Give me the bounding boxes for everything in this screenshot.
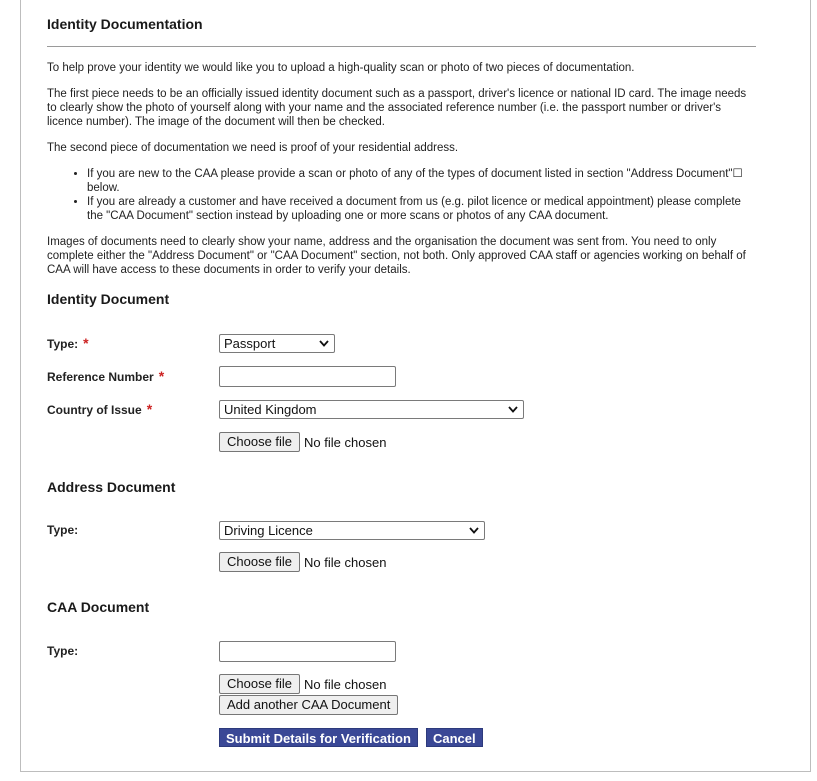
required-marker: * xyxy=(146,401,153,417)
reference-number-label xyxy=(47,368,164,384)
address-type-select[interactable] xyxy=(219,521,485,540)
address-file-upload xyxy=(219,552,386,574)
title-divider xyxy=(47,46,756,47)
first-piece-text: The first piece needs to be an officially issued identity document such as a passport, driver's licence or national ID card. The image needs to clearly show the photo of yourself along with your name and the associated reference number (i.e. the passport number or driver's licence number). The image of the document will then be checked. xyxy=(47,88,747,128)
address-choose-file-button[interactable]: Choose file xyxy=(219,552,300,572)
identity-choose-file-button[interactable]: Choose file xyxy=(219,432,300,452)
caa-type-label: Type: xyxy=(47,644,79,658)
submit-details-button[interactable]: Submit Details for Verification xyxy=(219,728,418,747)
document-options-list xyxy=(47,167,756,223)
caa-document-heading: CAA Document xyxy=(47,599,150,615)
caa-file-status: No file chosen xyxy=(304,676,387,692)
chevron-down-icon xyxy=(318,335,330,352)
chevron-down-icon xyxy=(468,522,480,539)
chevron-down-icon xyxy=(507,401,519,418)
add-another-caa-document-button[interactable]: Add another CAA Document xyxy=(219,695,398,715)
caa-file-upload xyxy=(219,674,386,696)
country-of-issue-label xyxy=(47,401,152,417)
country-of-issue-value: United Kingdom xyxy=(224,402,317,417)
caa-choose-file-button[interactable]: Choose file xyxy=(219,674,300,694)
second-piece-text: The second piece of documentation we need is proof of your residential address. xyxy=(47,142,459,154)
intro-text: To help prove your identity we would like you to upload a high-quality scan or photo of two pieces of documentation. xyxy=(47,62,635,74)
identity-type-label xyxy=(47,335,89,351)
country-of-issue-select[interactable] xyxy=(219,400,524,419)
required-marker: * xyxy=(158,368,165,384)
address-file-status: No file chosen xyxy=(304,554,387,570)
country-of-issue-label-text: Country of Issue xyxy=(47,403,142,417)
reference-number-input[interactable] xyxy=(219,366,396,387)
identity-file-upload xyxy=(219,432,386,454)
required-marker: * xyxy=(83,335,89,351)
address-document-heading: Address Document xyxy=(47,479,176,495)
identity-type-select[interactable] xyxy=(219,334,335,353)
identity-document-heading: Identity Document xyxy=(47,291,170,307)
identity-file-status: No file chosen xyxy=(304,434,387,450)
images-note-text: Images of documents need to clearly show your name, address and the organisation the document was sent from. You need to only complete either the "Address Document" or "CAA Document" section, not both. Only approved CAA staff or agencies working on behalf of CAA will have access to these documents in order to verify your details. xyxy=(47,236,746,276)
list-item: • If you are already a customer and have received a document from us (e.g. pilot licence or medical appointment) please complete the "CAA Document" section instead by uploading one or more scans or photos of any CAA document. xyxy=(87,195,756,223)
page-title: Identity Documentation xyxy=(47,16,203,32)
cancel-button[interactable]: Cancel xyxy=(426,728,483,747)
address-type-label: Type: xyxy=(47,523,79,537)
identity-type-value: Passport xyxy=(224,336,276,351)
reference-number-label-text: Reference Number xyxy=(47,370,154,384)
identity-type-label-text: Type: xyxy=(47,337,79,351)
caa-type-input[interactable] xyxy=(219,641,396,662)
address-type-value: Driving Licence xyxy=(224,523,313,538)
list-item: • If you are new to the CAA please provide a scan or photo of any of the types of document listed in section "Address Document"☐ below. xyxy=(87,167,756,195)
